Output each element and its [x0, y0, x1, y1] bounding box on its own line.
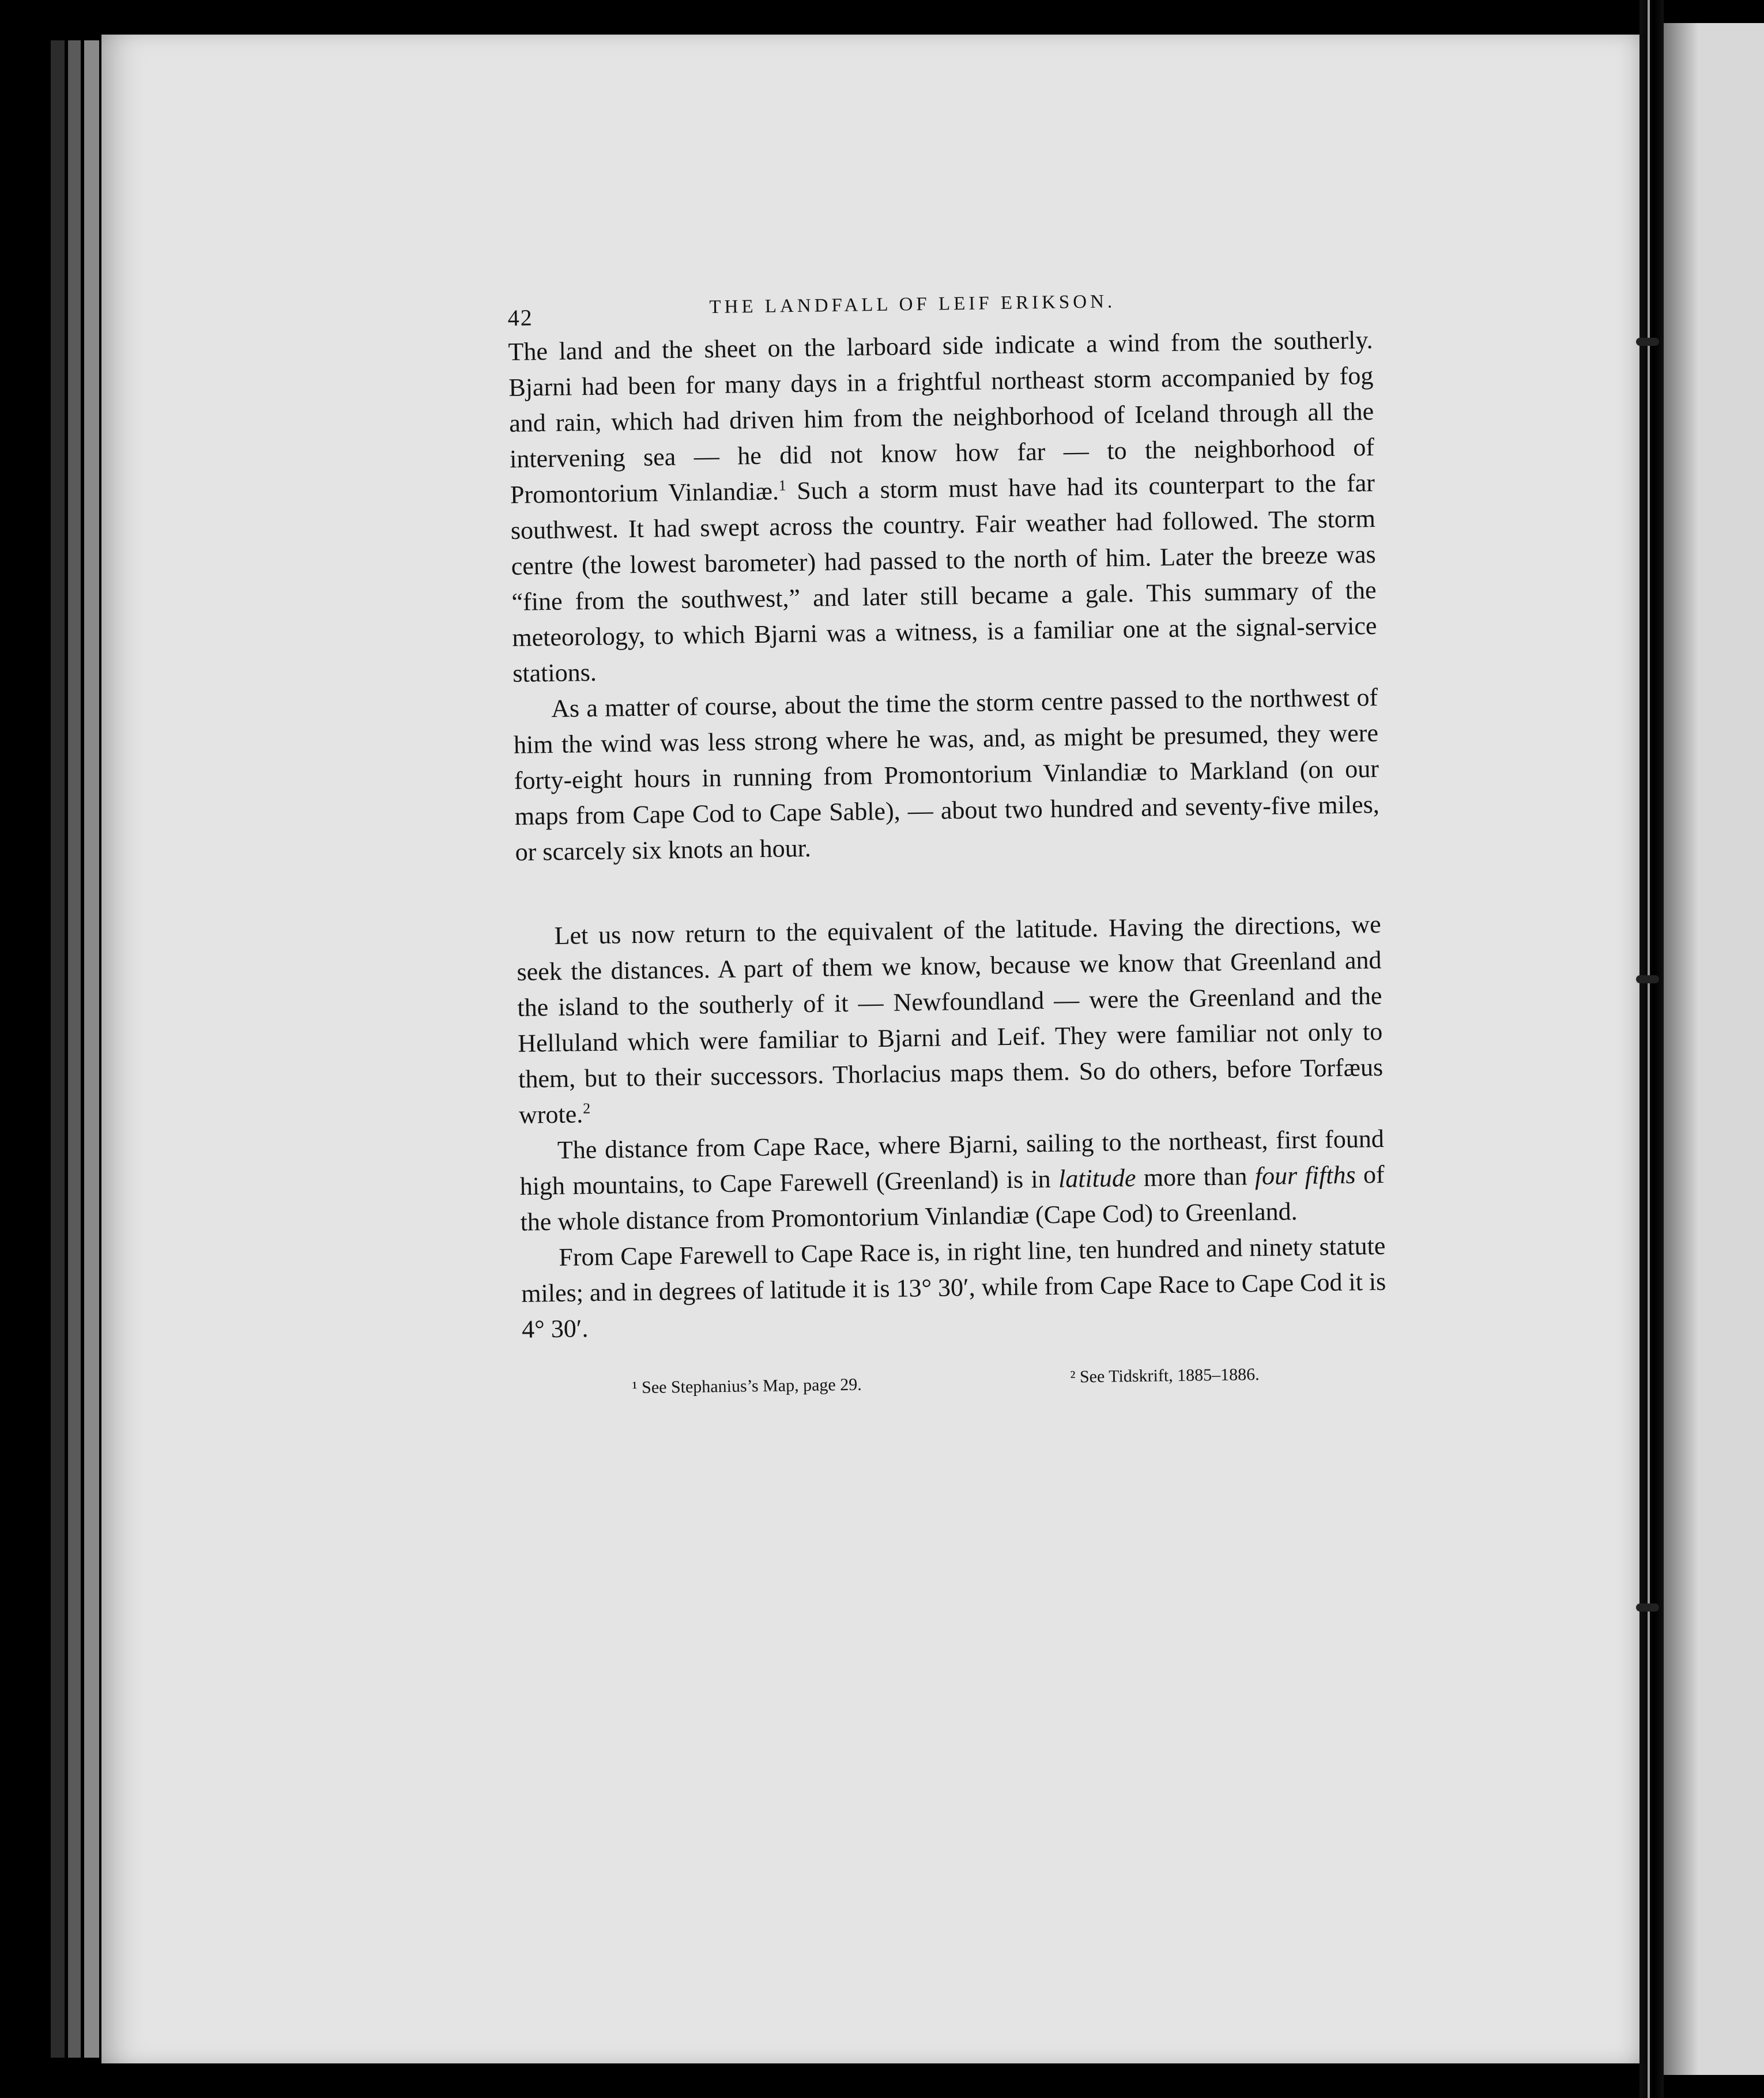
page-text-block	[507, 276, 1388, 1414]
binding-stitch	[1636, 975, 1659, 983]
paragraph-text: Such a storm must have had its counterpart to the far southwest. It had swept across the country. Fair weather had followed. The storm centre (the lowest barometer) had passed to the north of him. Later the breeze was “fine from the southwest,” and later still became a gale. This summary of the meteorology, to which Bjarni was a witness, is a familiar one at the signal-service stations.	[510, 469, 1377, 688]
emphasis-text: latitude	[1058, 1163, 1136, 1193]
paragraph: As a matter of course, about the time the storm centre passed to the northwest of him the wind was less strong where he was, and, as might be presumed, they were forty-eight hours in running from Promontorium Vinlandiæ to Markland (on our maps from Cape Cod to Cape Sable), — about two hundred and seventy-five miles, or scarcely six knots an hour.	[513, 682, 1379, 866]
page-number: 42	[507, 304, 534, 331]
footnote: ² See Tidskrift, 1885–1886.	[1070, 1364, 1260, 1387]
binding-stitch	[1636, 338, 1659, 346]
running-title: THE LANDFALL OF LEIF ERIKSON.	[709, 291, 1116, 318]
paragraph-text: of the whole distance from Promontorium Vinlandiæ (Cape Cod) to Greenland.	[520, 1160, 1385, 1236]
footnote-ref: 2	[582, 1100, 591, 1117]
footnote: ¹ See Stephanius’s Map, page 29.	[632, 1375, 862, 1398]
page-edge	[51, 40, 65, 2058]
paragraph-text: more than	[1136, 1162, 1256, 1192]
paragraph	[508, 322, 1378, 692]
paragraph-text: The distance from Cape Race, where Bjarni, sailing to the northeast, first found high mountains, to Cape Farewell (Greenland) is in	[519, 1124, 1385, 1201]
page-edge	[84, 40, 99, 2058]
paragraph	[516, 907, 1384, 1133]
page-edge	[68, 40, 81, 2058]
paragraph-text: The land and the sheet on the larboard side indicate a wind from the southerly. Bjarni had been for many days in a frightful northeast storm accompanied by fog and rain, which had driven him from the neighborhood of Iceland through all the intervening sea — he did not know how far — to the neighborhood of Promontorium Vinlandiæ.	[508, 326, 1375, 509]
paragraph	[519, 1121, 1385, 1240]
binding-stitch	[1636, 1603, 1659, 1612]
paragraph-text: Let us now return to the equivalent of the latitude. Having the directions, we seek the distances. A part of them we know, because we know that Greenland and the island to the southerly of it — Newfoundland — were the Greenland and the Helluland which were familiar to Bjarni and Leif. They were familiar not only to them, but to their successors. Thorlacius maps them. So do others, before Torfæus wrote.	[517, 910, 1384, 1129]
paragraph: From Cape Farewell to Cape Race is, in right line, ten hundred and ninety statute miles; and in degrees of latitude it is 13° 30′, while from Cape Race to Cape Cod it is 4° 30′.	[521, 1231, 1386, 1344]
facing-page-shadow	[1664, 23, 1698, 2075]
spine-fold-line	[1648, 0, 1650, 2098]
emphasis-text: four fifths	[1254, 1160, 1356, 1191]
footnote-ref: 1	[778, 477, 786, 494]
book-spine	[1639, 0, 1664, 2098]
